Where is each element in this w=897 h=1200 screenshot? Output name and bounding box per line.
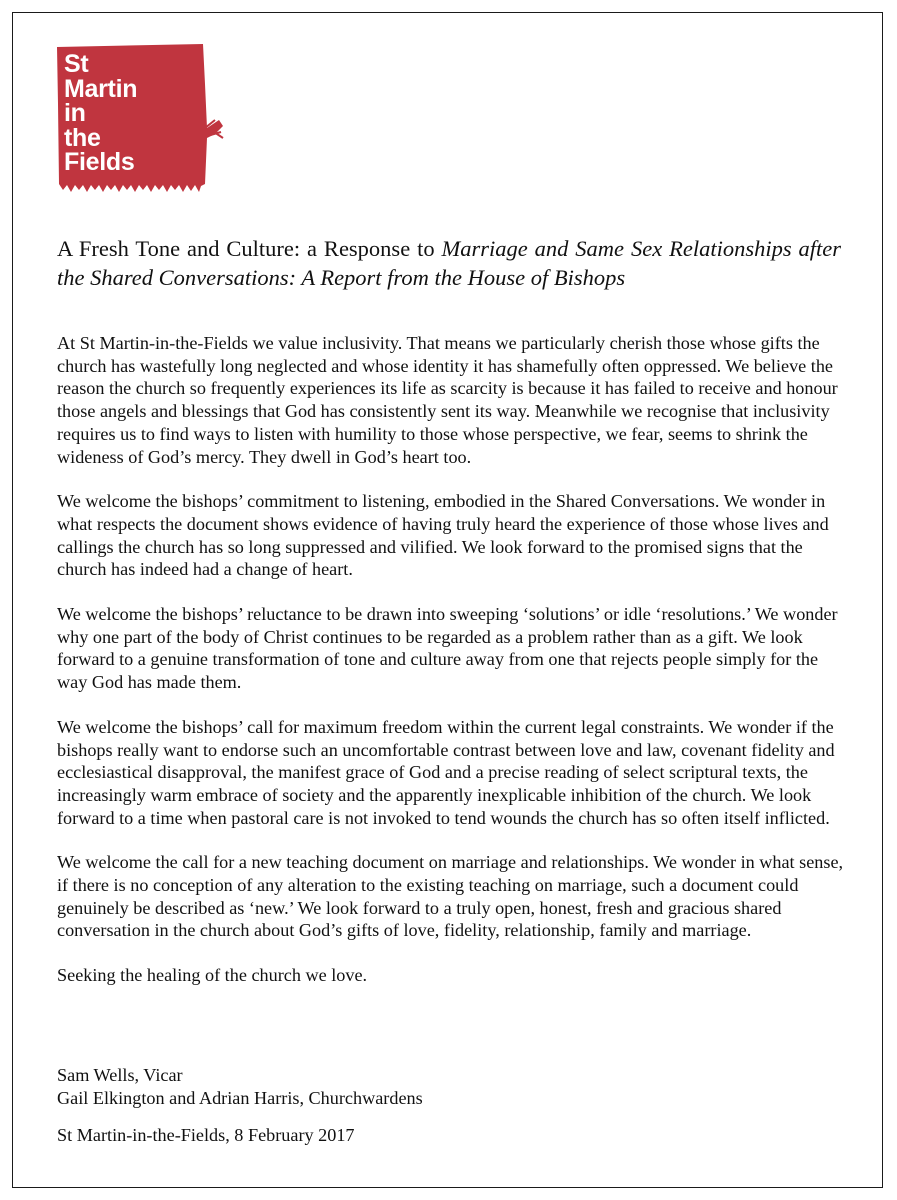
title-plain: A Fresh Tone and Culture: a Response to	[57, 236, 442, 261]
signatories	[57, 1064, 423, 1109]
paragraph-listening: We welcome the bishops’ commitment to listening, embodied in the Shared Conversations. We wonder in what respects the document shows evidence of having truly heard the experience of those whose lives and callings the church has so long suppressed and vilified. We look forward to the promised signs that the church has indeed had a change of heart.	[57, 491, 829, 580]
logo-line-in: in	[64, 99, 86, 127]
letter-body	[57, 332, 847, 1009]
paragraph-closing: Seeking the healing of the church we love.	[57, 965, 368, 986]
logo-line-martin: Martin	[64, 74, 138, 103]
document-title	[57, 234, 841, 292]
paragraph-reluctance: We welcome the bishops’ reluctance to be drawn into sweeping ‘solutions’ or idle ‘resolutions.’ We wonder why one part of the body of Christ continues to be regarded as a problem rather than as a gift. We look forward to a genuine transformation of tone and culture away from one that rejects people simply for the way God has made them.	[57, 604, 838, 693]
st-martin-logo	[55, 44, 225, 194]
place-and-date: St Martin-in-the-Fields, 8 February 2017	[57, 1125, 355, 1145]
logo-line-fields: Fields	[64, 148, 135, 176]
paragraph-inclusivity: At St Martin-in-the-Fields we value inclusivity. That means we particularly cherish those whose gifts the church has wastefully long neglected and whose identity it has shamefully often oppressed. We believe the reason the church so frequently experiences its life as scarcity is because it has failed to receive and honour those angels and blessings that God has consistently sent its way. Meanwhile we recognise that inclusivity requires us to find ways to listen with humility to those whose perspective, we fear, seems to shrink the wideness of God’s mercy. They dwell in God’s heart too.	[57, 333, 838, 467]
paragraph-freedom: We welcome the bishops’ call for maximum freedom within the current legal constraints. We wonder if the bishops really want to endorse such an uncomfortable contrast between love and law, covenant fidelity and ecclesiastical disapproval, the manifest grace of God and a precise reading of select scriptural texts, the increasingly warm embrace of society and the apparently inexplicable inhibition of the church. We look forward to a time when pastoral care is not invoked to tend wounds the church has so often itself inflicted.	[57, 716, 835, 828]
title-italic: Marriage and Same Sex Relationships after the Shared Conversations: A Report from the House of Bishops	[57, 236, 841, 290]
signatory-churchwardens: Gail Elkington and Adrian Harris, Churchwardens	[57, 1087, 423, 1108]
paragraph-teaching-document: We welcome the call for a new teaching document on marriage and relationships. We wonder in what sense, if there is no conception of any alteration to the existing teaching on marriage, such a document could genuinely be described as ‘new.’ We look forward to a truly open, honest, fresh and gracious shared conversation in the church about God’s gifts of love, fidelity, relationship, family and marriage.	[57, 852, 844, 941]
logo-line-the: the	[64, 123, 101, 152]
logo-line-st: St	[64, 50, 89, 78]
signatory-vicar: Sam Wells, Vicar	[57, 1065, 183, 1085]
